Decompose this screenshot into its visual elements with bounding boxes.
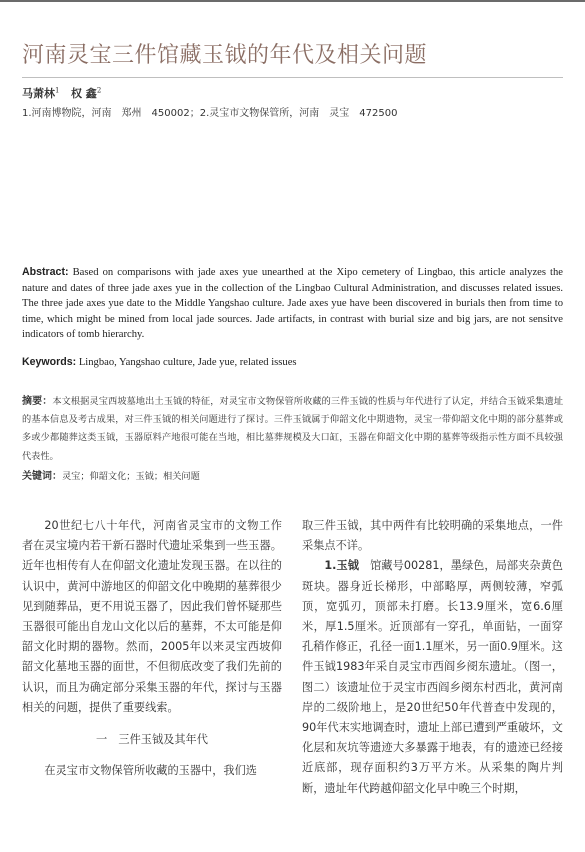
- item-description: 馆藏号00281，墨绿色，局部夹杂黄色斑块。器身近长梯形，中部略厚，两侧较薄，窄弧顶，宽弧刃，顶部未打磨。长13.9厘米，宽6.6厘米，厚1.5厘米。近顶部有一穿孔，单面钻，一面穿孔稍作修正，孔径一面1.1厘米，另一面0.9厘米。这件玉钺1983年采自灵宝市西阎乡阌东遗址。（图一，图二）该遗址位于灵宝市西阎乡阌东村西北，黄河南岸的二级阶地上，是20世纪50年代普查中发现的，90年代末实地调查时，遗址上部已遭到严重破坏，文化层和灰坑等遗迹大多暴露于地表，有的遗迹已经接近底部，现存面积约3万平方米。从采集的陶片判断，遗址年代跨越仰韶文化早中晚三个时期，: [302, 559, 563, 795]
- item-heading: 1.玉钺: [324, 559, 359, 573]
- abstract-cn-text: 本文根据灵宝西坡墓地出土玉钺的特征，对灵宝市文物保管所收藏的三件玉钺的性质与年代进行了认定，并结合玉钺采集遗址的基本信息及考古成果，对三件玉钺的相关问题进行了探讨。三件玉钺属于仰韶文化中期遗物，灵宝一带仰韶文化中期的部分墓葬或多或少都随葬这类玉钺，玉器原料产地很可能在当地，相比墓葬规模及大口缸，玉器在仰韶文化中期的墓葬等级指示性方面不具较强代表性。: [22, 396, 564, 462]
- author-1: 马萧林: [22, 87, 55, 100]
- author-2: 权 鑫: [70, 87, 97, 100]
- abstract-en-text: Based on comparisons with jade axes yue unearthed at the Xipo cemetery of Lingbao, this article analyzes the nature and dates of three jade axes yue in the collection of the Lingbao Cultural Administration, and discusses related issues. The three jade axes yue date to the Middle Yangshao culture. Jade axes yue have been discovered in burials then from time to time, which might be mined from local jade sources. Jade artifacts, in contrast with burial size and big jars, are not sensitve indicators of tomb hierarchy.: [22, 267, 563, 341]
- body-paragraph: [302, 556, 563, 798]
- keywords-chinese: [22, 467, 200, 482]
- abstract-cn-label: 摘要：: [22, 396, 53, 407]
- page-title: 河南灵宝三件馆藏玉钺的年代及相关问题: [22, 43, 428, 68]
- abstract-en-label: Abstract:: [22, 266, 69, 278]
- keywords-en-label: Keywords:: [22, 356, 77, 368]
- abstract-english: [22, 265, 563, 343]
- affiliation: 1.河南博物院，河南 郑州 450002；2.灵宝市文物保管所，河南 灵宝 472500: [22, 108, 398, 119]
- top-rule: [0, 0, 585, 2]
- keywords-english: [22, 356, 297, 368]
- author-2-affil-mark: 2: [96, 86, 102, 95]
- body-paragraph: 取三件玉钺，其中两件有比较明确的采集地点，一件采集点不详。: [302, 519, 563, 553]
- section-heading: 一 三件玉钺及其年代: [96, 733, 208, 747]
- body-paragraph: 20世纪七八十年代，河南省灵宝市的文物工作者在灵宝境内若干新石器时代遗址采集到一些玉器。近年也相传有人在仰韶文化遗址发现玉器。在以往的认识中，黄河中游地区的仰韶文化中晚期的墓葬很少见到随葬品，更不用说玉器了，因此我们曾怀疑那些玉器很可能出自龙山文化以后的墓葬，不太可能是仰韶文化时期的器物。然而，2005年以来灵宝西坡仰韶文化墓地玉器的面世，不但彻底改变了我们先前的认识，而且为确定部分采集玉器的年代，探讨与玉器相关的问题，提供了重要线索。: [22, 519, 282, 714]
- author-1-affil-mark: 1: [55, 86, 60, 95]
- keywords-en-text: Lingbao, Yangshao culture, Jade yue, related issues: [78, 357, 297, 368]
- keywords-cn-label: 关键词：: [22, 471, 62, 482]
- body-column-left: [22, 516, 282, 781]
- keywords-cn-text: 灵宝；仰韶文化；玉钺；相关问题: [62, 471, 200, 482]
- title-divider: [22, 77, 563, 78]
- body-column-right: [302, 516, 563, 799]
- authors: [22, 85, 101, 101]
- abstract-chinese: [22, 393, 563, 466]
- body-paragraph: 在灵宝市文物保管所收藏的玉器中，我们选: [44, 764, 257, 778]
